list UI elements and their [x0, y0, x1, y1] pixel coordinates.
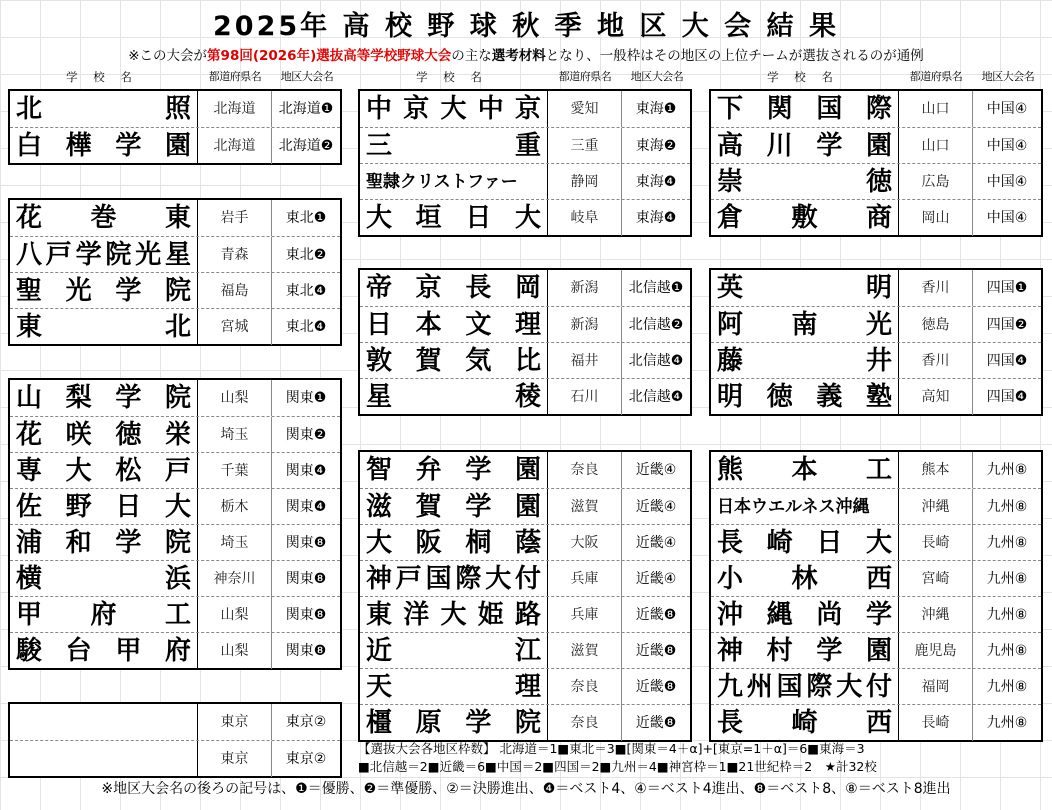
prefecture: 東京: [198, 741, 272, 777]
prefecture: 山梨: [198, 633, 272, 669]
region-result: 近畿④: [635, 571, 677, 587]
table-row: [711, 488, 1041, 525]
table-row: [360, 199, 690, 236]
table-row: [360, 270, 690, 306]
prefecture: 滋賀: [548, 489, 622, 525]
school-name: 天理: [360, 669, 548, 705]
prefecture: 滋賀: [548, 633, 622, 669]
school-name: 阿南光: [711, 307, 899, 343]
table-row: [711, 452, 1041, 488]
prefecture: 埼玉: [198, 417, 272, 453]
region-result: 四国❹: [986, 389, 1028, 405]
school-name: 中京大中京: [360, 91, 548, 127]
table-row: [10, 308, 340, 345]
region-result: 九州⑧: [986, 643, 1028, 659]
note-tournament-name: 第98回(2026年)選抜高等学校野球大会: [207, 48, 452, 64]
prefecture: 長崎: [899, 525, 973, 561]
table-row: [711, 306, 1041, 343]
prefecture: 栃木: [198, 489, 272, 525]
school-name: 下関国際: [711, 91, 899, 127]
region-block: [709, 450, 1043, 742]
region-result: 東北❹: [285, 319, 327, 335]
school-name: 日本文理: [360, 307, 548, 343]
region-result: 近畿❽: [635, 643, 677, 659]
region-result: 四国❹: [986, 353, 1028, 369]
table-row: [10, 236, 340, 273]
table-row: [360, 560, 690, 597]
table-row: [360, 378, 690, 415]
school-name: 大垣日大: [360, 200, 548, 236]
school-name: 長崎日大: [711, 525, 899, 561]
region-result: 関東❹: [285, 463, 327, 479]
region-result: 九州⑧: [986, 607, 1028, 623]
region-result: 東海❷: [635, 138, 677, 154]
header-school: 学 校 名: [767, 70, 839, 84]
prefecture: 新潟: [548, 307, 622, 343]
table-row: [711, 270, 1041, 306]
header-region: 地区大会名: [981, 70, 1035, 83]
quota-box: [358, 740, 1048, 776]
region-result: 東海❹: [635, 174, 677, 190]
prefecture: 山梨: [198, 380, 272, 416]
table-row: [360, 524, 690, 561]
table-row: [711, 524, 1041, 561]
school-name: 山梨学院: [10, 380, 198, 416]
school-name: 倉敷商: [711, 200, 899, 236]
region-result: 中国④: [986, 210, 1028, 226]
table-row: [360, 163, 690, 200]
prefecture: 山口: [899, 128, 973, 164]
prefecture: 奈良: [548, 705, 622, 741]
school-name: 小林西: [711, 561, 899, 597]
region-result: 近畿④: [635, 535, 677, 551]
table-row: [711, 632, 1041, 669]
selection-note: [0, 44, 1052, 64]
region-result: 九州⑧: [986, 679, 1028, 695]
prefecture: 北海道: [198, 128, 272, 164]
prefecture: 北海道: [198, 91, 272, 127]
school-name: 佐野日大: [10, 489, 198, 525]
region-result: 関東❽: [285, 535, 327, 551]
prefecture: 香川: [899, 343, 973, 379]
region-block: [358, 450, 692, 742]
header-school: 学 校 名: [416, 70, 488, 84]
region-result: 九州⑧: [986, 535, 1028, 551]
school-name: 九州国際大付: [711, 669, 899, 705]
region-result: 北海道❷: [278, 138, 334, 154]
table-row: [10, 740, 340, 777]
prefecture: 香川: [899, 270, 973, 306]
table-row: [711, 668, 1041, 705]
region-result: 九州⑧: [986, 499, 1028, 515]
column-header-row: [8, 68, 342, 86]
prefecture: 山梨: [198, 597, 272, 633]
prefecture: 福井: [548, 343, 622, 379]
header-region: 地区大会名: [630, 70, 684, 83]
school-name: [10, 704, 198, 740]
region-block: [8, 198, 342, 346]
region-result: 東北❷: [285, 247, 327, 263]
region-result: 東海❹: [635, 210, 677, 226]
column-header-row: [709, 68, 1043, 86]
school-name: 橿原学院: [360, 705, 548, 741]
table-row: [360, 452, 690, 488]
prefecture: 静岡: [548, 164, 622, 200]
region-result: 東北❶: [285, 210, 327, 226]
region-result: 北信越❶: [628, 280, 684, 296]
prefecture: 広島: [899, 164, 973, 200]
region-result: 近畿❽: [635, 679, 677, 695]
school-name: 滋賀学園: [360, 489, 548, 525]
header-school: 学 校 名: [66, 70, 138, 84]
table-row: [10, 380, 340, 416]
region-result: 九州⑧: [986, 571, 1028, 587]
note-middle: の主な: [451, 48, 492, 64]
prefecture: 岡山: [899, 200, 973, 236]
table-row: [10, 452, 340, 489]
school-name: 神戸国際大付: [360, 561, 548, 597]
prefecture: 東京: [198, 704, 272, 740]
table-row: [10, 632, 340, 669]
region-result: 近畿④: [635, 499, 677, 515]
region-block: [8, 702, 342, 778]
table-row: [10, 596, 340, 633]
school-name: 神村学園: [711, 633, 899, 669]
legend-footnote: ※地区大会名の後ろの記号は、❶＝優勝、❷＝準優勝、②＝決勝進出、❹＝ベスト4、④＝ベスト4進出、❽＝ベスト8、⑧＝ベスト8進出: [101, 781, 951, 797]
school-name: 星稜: [360, 379, 548, 415]
note-prefix: ※この大会が: [128, 48, 208, 64]
school-name: 東洋大姫路: [360, 597, 548, 633]
school-name: 聖隷クリストファー: [360, 164, 548, 200]
prefecture: 愛知: [548, 91, 622, 127]
region-result: 関東❹: [285, 499, 327, 515]
prefecture: 高知: [899, 379, 973, 415]
region-result: 関東❶: [285, 390, 327, 406]
school-name: 駿台甲府: [10, 633, 198, 669]
school-name: 東北: [10, 309, 198, 345]
table-row: [10, 704, 340, 740]
prefecture: 沖縄: [899, 597, 973, 633]
prefecture: 奈良: [548, 669, 622, 705]
region-result: 東海❶: [635, 101, 677, 117]
region-result: 東北❹: [285, 283, 327, 299]
school-name: 沖縄尚学: [711, 597, 899, 633]
prefecture: 埼玉: [198, 525, 272, 561]
school-name: 高川学園: [711, 128, 899, 164]
school-name: 近江: [360, 633, 548, 669]
school-name: 日本ウエルネス沖縄: [711, 489, 899, 525]
school-name: 白樺学園: [10, 128, 198, 164]
school-name: 英明: [711, 270, 899, 306]
region-result: 中国④: [986, 138, 1028, 154]
prefecture: 熊本: [899, 452, 973, 488]
school-name: [10, 741, 198, 777]
prefecture: 三重: [548, 128, 622, 164]
prefecture: 石川: [548, 379, 622, 415]
prefecture: 山口: [899, 91, 973, 127]
prefecture: 岐阜: [548, 200, 622, 236]
region-result: 四国❶: [986, 280, 1028, 296]
prefecture: 徳島: [899, 307, 973, 343]
table-row: [360, 596, 690, 633]
school-name: 藤井: [711, 343, 899, 379]
region-block: [8, 378, 342, 670]
table-row: [360, 127, 690, 164]
table-row: [711, 91, 1041, 127]
header-prefecture: 都道府県名: [558, 70, 612, 83]
table-row: [10, 560, 340, 597]
quota-line-1: 【選抜大会各地区枠数】 北海道＝1■東北＝3■[関東＝4＋α]+[東京=1＋α]＝6■東海＝3: [358, 741, 865, 756]
table-row: [10, 488, 340, 525]
table-row: [10, 127, 340, 164]
table-row: [711, 127, 1041, 164]
school-name: 帝京長岡: [360, 270, 548, 306]
prefecture: 鹿児島: [899, 633, 973, 669]
prefecture: 大阪: [548, 525, 622, 561]
prefecture: 神奈川: [198, 561, 272, 597]
prefecture: 岩手: [198, 200, 272, 236]
prefecture: 千葉: [198, 453, 272, 489]
region-result: 東京②: [285, 751, 327, 767]
page-title: 2025年 高 校 野 球 秋 季 地 区 大 会 結 果: [213, 11, 839, 42]
table-row: [360, 632, 690, 669]
school-name: 八戸学院光星: [10, 237, 198, 273]
region-result: 中国④: [986, 174, 1028, 190]
school-name: 智弁学園: [360, 452, 548, 488]
prefecture: 新潟: [548, 270, 622, 306]
table-row: [711, 596, 1041, 633]
region-result: 近畿❽: [635, 607, 677, 623]
quota-line-2: ■北信越＝2■近畿＝6■中国＝2■四国＝2■九州＝4■神宮枠＝1■21世紀枠＝2 ★計32校: [358, 759, 877, 774]
school-name: 長崎西: [711, 705, 899, 741]
prefecture: 長崎: [899, 705, 973, 741]
table-row: [711, 560, 1041, 597]
region-result: 四国❷: [986, 317, 1028, 333]
school-name: 横浜: [10, 561, 198, 597]
prefecture: 福島: [198, 273, 272, 309]
table-row: [10, 200, 340, 236]
prefecture: 青森: [198, 237, 272, 273]
note-bold: 選考材料: [491, 48, 546, 64]
prefecture: 兵庫: [548, 597, 622, 633]
region-result: 関東❷: [285, 427, 327, 443]
table-row: [360, 306, 690, 343]
table-row: [360, 342, 690, 379]
header-prefecture: 都道府県名: [909, 70, 963, 83]
school-name: 熊本工: [711, 452, 899, 488]
region-result: 近畿❽: [635, 715, 677, 731]
region-result: 関東❽: [285, 607, 327, 623]
school-name: 三重: [360, 128, 548, 164]
school-name: 花咲徳栄: [10, 417, 198, 453]
header-prefecture: 都道府県名: [208, 70, 262, 83]
school-name: 花巻東: [10, 200, 198, 236]
region-result: 九州⑧: [986, 462, 1028, 478]
table-row: [10, 416, 340, 453]
region-result: 東京②: [285, 714, 327, 730]
school-name: 明徳義塾: [711, 379, 899, 415]
table-row: [10, 272, 340, 309]
table-row: [10, 91, 340, 127]
school-name: 専大松戸: [10, 453, 198, 489]
school-name: 聖光学院: [10, 273, 198, 309]
school-name: 浦和学院: [10, 525, 198, 561]
table-row: [711, 163, 1041, 200]
table-row: [360, 704, 690, 741]
region-block: [358, 268, 692, 416]
region-block: [8, 89, 342, 165]
table-row: [711, 342, 1041, 379]
region-result: 関東❽: [285, 571, 327, 587]
region-block: [358, 89, 692, 237]
region-result: 中国④: [986, 101, 1028, 117]
table-row: [711, 704, 1041, 741]
table-row: [360, 668, 690, 705]
region-result: 近畿④: [635, 462, 677, 478]
region-result: 北海道❶: [278, 101, 334, 117]
table-row: [711, 378, 1041, 415]
prefecture: 兵庫: [548, 561, 622, 597]
prefecture: 奈良: [548, 452, 622, 488]
column-header-row: [358, 68, 692, 86]
note-suffix: となり、一般枠はその地区の上位チームが選抜されるのが通例: [545, 48, 924, 64]
region-result: 北信越❹: [628, 389, 684, 405]
region-block: [709, 268, 1043, 416]
prefecture: 福岡: [899, 669, 973, 705]
prefecture: 宮崎: [899, 561, 973, 597]
table-row: [10, 524, 340, 561]
region-result: 北信越❷: [628, 317, 684, 333]
school-name: 敦賀気比: [360, 343, 548, 379]
region-block: [709, 89, 1043, 237]
region-result: 九州⑧: [986, 715, 1028, 731]
table-row: [360, 91, 690, 127]
header-region: 地区大会名: [280, 70, 334, 83]
table-row: [360, 488, 690, 525]
region-result: 北信越❹: [628, 353, 684, 369]
table-row: [711, 199, 1041, 236]
prefecture: 宮城: [198, 309, 272, 345]
region-result: 関東❽: [285, 643, 327, 659]
school-name: 北照: [10, 91, 198, 127]
school-name: 甲府工: [10, 597, 198, 633]
school-name: 崇徳: [711, 164, 899, 200]
school-name: 大阪桐蔭: [360, 525, 548, 561]
prefecture: 沖縄: [899, 489, 973, 525]
